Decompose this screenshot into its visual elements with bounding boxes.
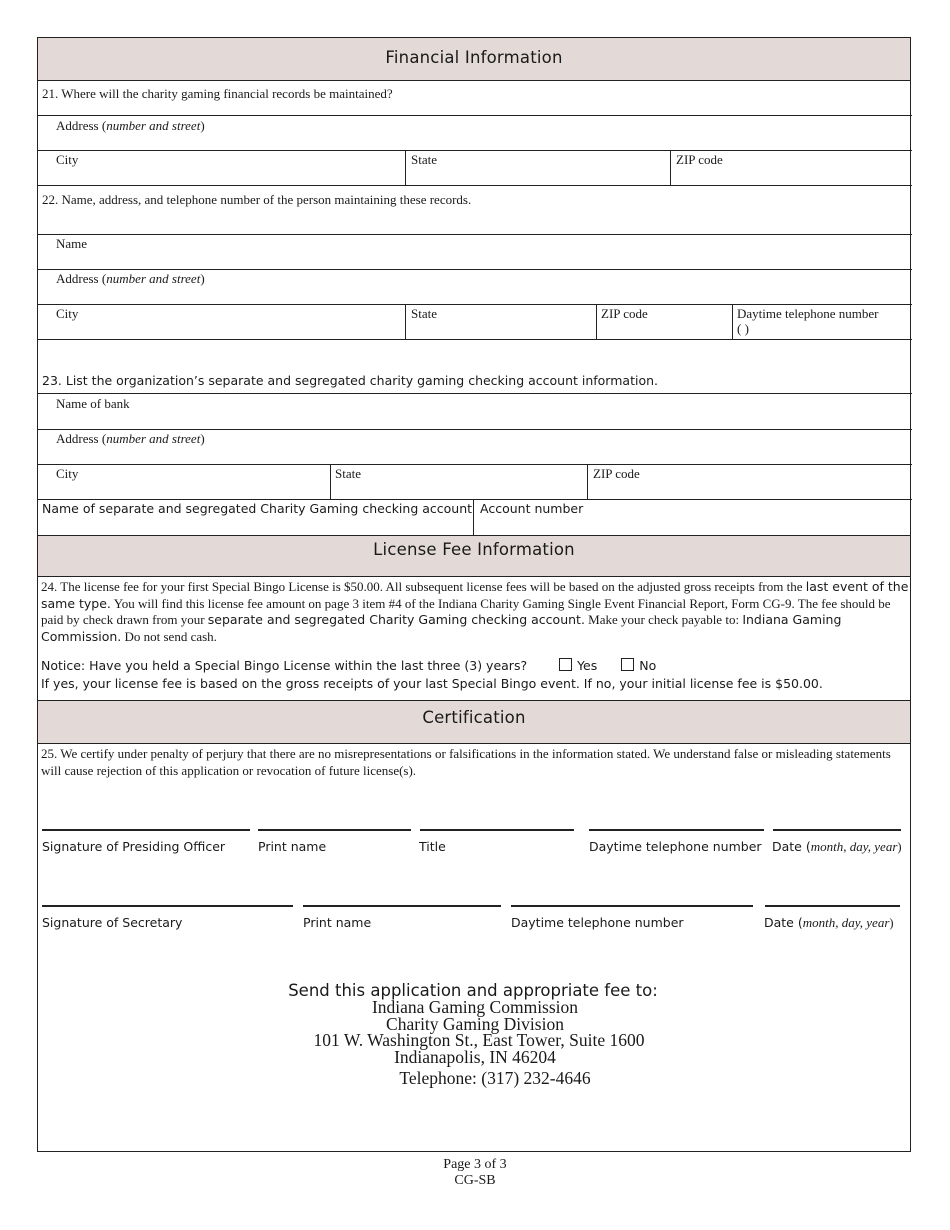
page-number: Page 3 of 3 [443,1157,507,1172]
presiding-officer-signature-label: Signature of Presiding Officer [42,839,226,854]
maintainer-city-field[interactable]: City [56,306,79,321]
divider [38,429,912,430]
officer-date-label: Date (month, day, year) [772,839,902,854]
fee-explanation: If yes, your license fee is based on the gross receipts of your last Special Bingo event. If no, your initial license fee is $50.00. [41,676,823,691]
bank-address-field[interactable]: Address (number and street) [56,431,205,446]
secretary-date-line[interactable] [765,905,900,907]
no-label: No [639,658,657,673]
bank-zip-field[interactable]: ZIP code [593,466,640,481]
divider [405,150,406,185]
officer-title-line[interactable] [420,829,574,831]
mailing-telephone: Telephone: (317) 232-4646 [399,1068,591,1088]
mailing-division: Charity Gaming Division [386,1014,564,1034]
divider [38,150,912,151]
divider [38,464,912,465]
question-21: 21. Where will the charity gaming financial records be maintained? [42,86,393,101]
divider [38,269,912,270]
divider [405,304,406,339]
account-number-field[interactable]: Account number [480,501,584,516]
divider [473,499,474,535]
records-zip-field[interactable]: ZIP code [676,152,723,167]
maintainer-zip-field[interactable]: ZIP code [601,306,648,321]
yes-label: Yes [577,658,598,673]
question-24: 24. The license fee for your first Special Bingo License is $50.00. All subsequent license fees will be based on the adjusted gross receipts from the last event of the same type. You will find this license fee amount on page 3 item #4 of the Indiana Charity Gaming Single Event Financial Report, Form CG-9. The fee should be paid by check drawn from your separate and segregated Charity Gaming checking account. Make your check payable to: Indiana Gaming Commission. Do not send cash. [41,579,909,644]
officer-phone-label: Daytime telephone number [589,839,762,854]
divider [330,464,331,499]
divider [38,339,912,340]
officer-print-name-label: Print name [258,839,327,854]
question-25: 25. We certify under penalty of perjury that there are no misrepresentations or falsifications in the information stated. We understand false or misleading statements will cause rejection of this application or revocation of future license(s). [41,746,891,778]
records-state-field[interactable]: State [411,152,437,167]
maintainer-phone-field[interactable]: ( ) [737,321,749,336]
secretary-phone-label: Daytime telephone number [511,915,684,930]
bank-state-field[interactable]: State [335,466,361,481]
yes-checkbox[interactable] [559,658,572,671]
mailing-agency: Indiana Gaming Commission [371,997,579,1017]
maintainer-state-field[interactable]: State [411,306,437,321]
records-city-field[interactable]: City [56,152,79,167]
bank-city-field[interactable]: City [56,466,79,481]
presiding-officer-signature-line[interactable] [42,829,250,831]
divider [38,393,912,394]
license-fee-header-text: License Fee Information [373,540,575,559]
records-address-field[interactable]: Address (number and street) [56,118,205,133]
secretary-signature-label: Signature of Secretary [42,915,183,930]
secretary-phone-line[interactable] [511,905,753,907]
maintainer-name-field[interactable]: Name [56,236,88,251]
divider [38,304,912,305]
divider [38,185,912,186]
question-22: 22. Name, address, and telephone number of the person maintaining these records. [42,192,472,207]
divider [596,304,597,339]
financial-information-header [38,38,910,81]
question-23: 23. List the organization’s separate and segregated charity gaming checking account information. [42,373,658,388]
divider [38,115,912,116]
mailing-city: Indianapolis, IN 46204 [394,1047,556,1067]
divider [670,150,671,185]
secretary-print-name-label: Print name [303,915,372,930]
account-name-field[interactable]: Name of separate and segregated Charity Gaming checking account [42,501,473,516]
divider [732,304,733,339]
maintainer-phone-label: Daytime telephone number [737,306,879,321]
officer-print-name-line[interactable] [258,829,411,831]
secretary-date-label: Date (month, day, year) [764,915,894,930]
divider [38,499,912,500]
divider [587,464,588,499]
form-code: CG-SB [454,1173,496,1188]
officer-title-label: Title [419,839,446,854]
prior-license-notice: Notice: Have you held a Special Bingo License within the last three (3) years? Yes No [41,658,657,673]
financial-header-text: Financial Information [385,48,563,67]
certification-header [38,700,910,744]
mailing-street: 101 W. Washington St., East Tower, Suite 1600 [313,1030,645,1050]
mailing-intro: Send this application and appropriate fee to: [288,981,658,1000]
officer-date-line[interactable] [773,829,901,831]
secretary-signature-line[interactable] [42,905,293,907]
divider [38,234,912,235]
maintainer-address-field[interactable]: Address (number and street) [56,271,205,286]
no-checkbox[interactable] [621,658,634,671]
license-fee-header [38,535,910,577]
certification-header-text: Certification [422,708,526,727]
secretary-print-name-line[interactable] [303,905,501,907]
officer-phone-line[interactable] [589,829,764,831]
bank-name-field[interactable]: Name of bank [56,396,130,411]
